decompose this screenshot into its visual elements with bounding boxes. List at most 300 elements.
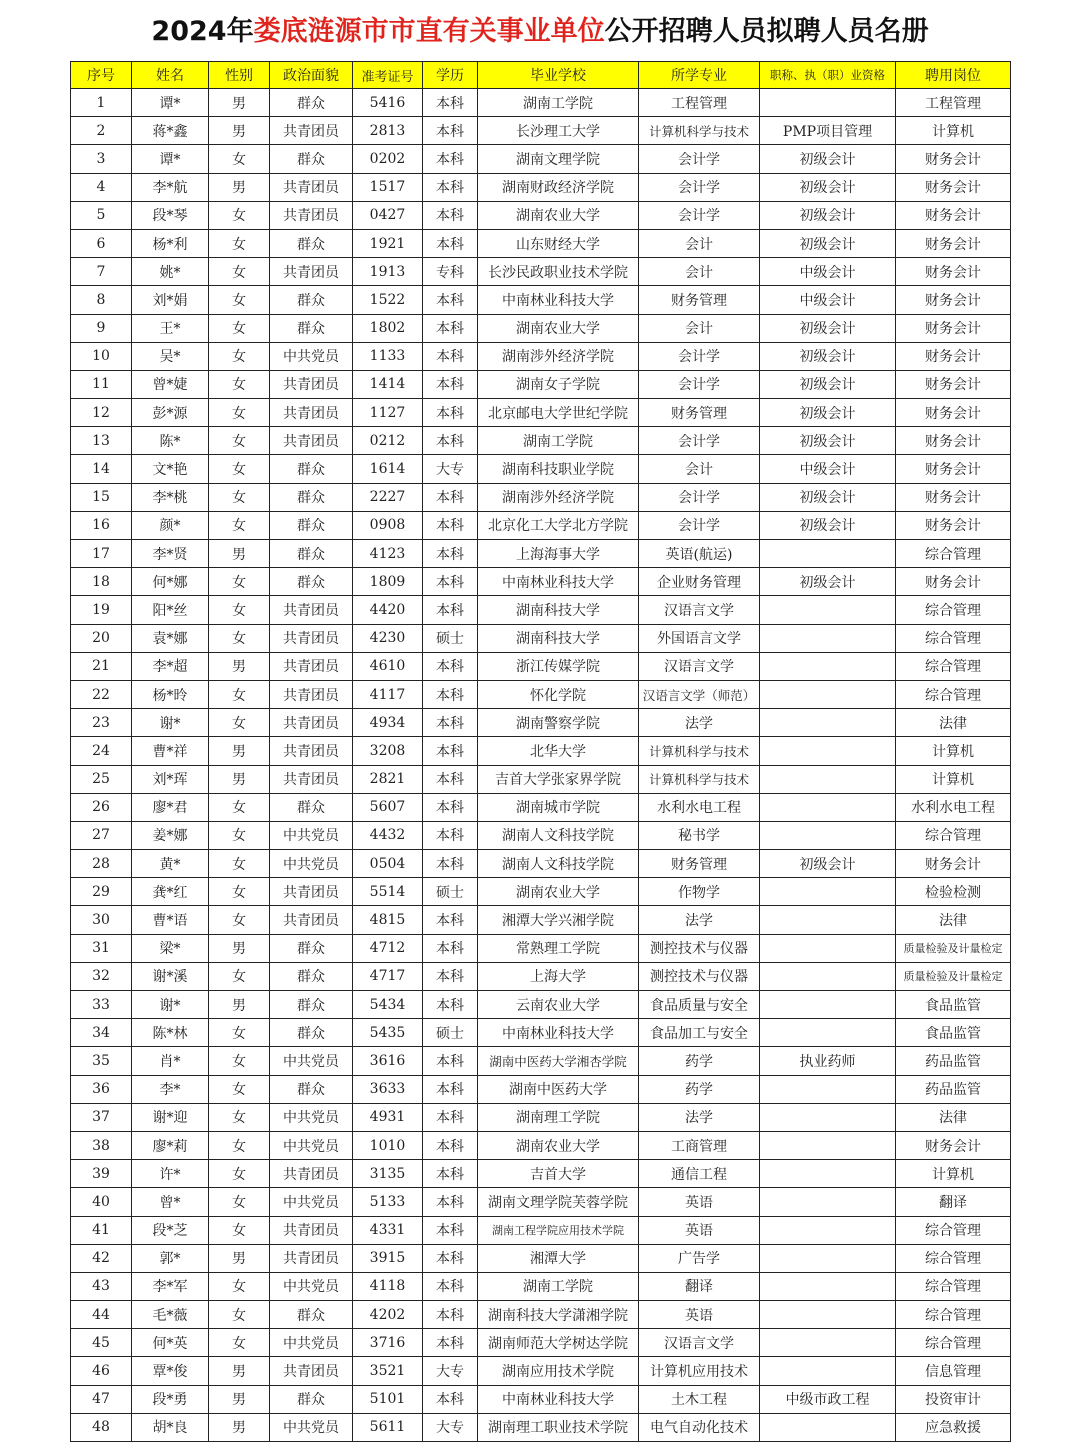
- cell-education: 本科: [423, 1301, 478, 1329]
- cell-education: 本科: [423, 427, 478, 455]
- cell-qualification: 初级会计: [760, 427, 896, 455]
- cell-school: 吉首大学张家界学院: [478, 765, 639, 793]
- cell-exam-id: 1809: [353, 568, 423, 596]
- cell-school: 上海大学: [478, 962, 639, 990]
- cell-index: 46: [71, 1357, 132, 1385]
- cell-name: 谢*: [132, 991, 209, 1019]
- cell-major: 计算机科学与技术: [639, 765, 760, 793]
- cell-qualification: 执业药师: [760, 1047, 896, 1075]
- cell-major: 会计学: [639, 511, 760, 539]
- cell-major: 英语: [639, 1301, 760, 1329]
- cell-name: 谢*溪: [132, 962, 209, 990]
- cell-gender: 男: [209, 737, 270, 765]
- cell-major: 汉语言文学: [639, 652, 760, 680]
- cell-name: 李*桃: [132, 483, 209, 511]
- cell-school: 湖南农业大学: [478, 878, 639, 906]
- cell-education: 本科: [423, 765, 478, 793]
- cell-gender: 男: [209, 1244, 270, 1272]
- cell-political: 共青团员: [270, 624, 353, 652]
- cell-position: 食品监管: [896, 991, 1011, 1019]
- cell-index: 9: [71, 314, 132, 342]
- cell-gender: 女: [209, 1160, 270, 1188]
- cell-gender: 男: [209, 934, 270, 962]
- table-row: [71, 793, 1011, 821]
- cell-exam-id: 1913: [353, 258, 423, 286]
- cell-school: 中南林业科技大学: [478, 1385, 639, 1413]
- cell-index: 24: [71, 737, 132, 765]
- roster-sheet: [70, 0, 1010, 1439]
- cell-exam-id: 4123: [353, 540, 423, 568]
- cell-political: 中共党员: [270, 342, 353, 370]
- cell-education: 专科: [423, 258, 478, 286]
- table-row: [71, 1131, 1011, 1159]
- cell-qualification: [760, 962, 896, 990]
- cell-gender: 女: [209, 850, 270, 878]
- cell-exam-id: 5416: [353, 89, 423, 117]
- table-row: [71, 342, 1011, 370]
- cell-education: 本科: [423, 821, 478, 849]
- cell-name: 龚*红: [132, 878, 209, 906]
- cell-qualification: 初级会计: [760, 229, 896, 257]
- table-row: [71, 399, 1011, 427]
- cell-position: 法律: [896, 709, 1011, 737]
- cell-exam-id: 5133: [353, 1188, 423, 1216]
- cell-position: 法律: [896, 1103, 1011, 1131]
- cell-political: 中共党员: [270, 1329, 353, 1357]
- cell-education: 大专: [423, 455, 478, 483]
- cell-education: 本科: [423, 1188, 478, 1216]
- cell-exam-id: 4717: [353, 962, 423, 990]
- cell-gender: 女: [209, 399, 270, 427]
- cell-education: 本科: [423, 1075, 478, 1103]
- cell-position: 综合管理: [896, 540, 1011, 568]
- cell-gender: 女: [209, 568, 270, 596]
- cell-gender: 女: [209, 258, 270, 286]
- table-row: [71, 850, 1011, 878]
- cell-name: 文*艳: [132, 455, 209, 483]
- cell-name: 许*: [132, 1160, 209, 1188]
- cell-index: 29: [71, 878, 132, 906]
- cell-position: 综合管理: [896, 1216, 1011, 1244]
- col-header-political: 政治面貌: [270, 62, 353, 89]
- cell-political: 共青团员: [270, 201, 353, 229]
- cell-exam-id: 3915: [353, 1244, 423, 1272]
- cell-education: 本科: [423, 201, 478, 229]
- cell-education: 本科: [423, 399, 478, 427]
- cell-qualification: [760, 1019, 896, 1047]
- cell-exam-id: 4432: [353, 821, 423, 849]
- cell-major: 财务管理: [639, 850, 760, 878]
- cell-name: 段*勇: [132, 1385, 209, 1413]
- table-row: [71, 1244, 1011, 1272]
- cell-qualification: 中级会计: [760, 455, 896, 483]
- cell-major: 计算机科学与技术: [639, 737, 760, 765]
- cell-school: 怀化学院: [478, 680, 639, 708]
- cell-exam-id: 4202: [353, 1301, 423, 1329]
- cell-education: 本科: [423, 709, 478, 737]
- cell-qualification: [760, 540, 896, 568]
- cell-index: 26: [71, 793, 132, 821]
- cell-position: 财务会计: [896, 286, 1011, 314]
- cell-school: 湖南工学院: [478, 89, 639, 117]
- cell-position: 食品监管: [896, 1019, 1011, 1047]
- cell-education: 硕士: [423, 878, 478, 906]
- cell-index: 21: [71, 652, 132, 680]
- cell-school: 中南林业科技大学: [478, 286, 639, 314]
- cell-name: 彭*源: [132, 399, 209, 427]
- cell-major: 作物学: [639, 878, 760, 906]
- cell-school: 湖南应用技术学院: [478, 1357, 639, 1385]
- cell-qualification: [760, 596, 896, 624]
- cell-name: 曹*祥: [132, 737, 209, 765]
- table-row: [71, 117, 1011, 145]
- cell-qualification: [760, 1301, 896, 1329]
- cell-political: 共青团员: [270, 878, 353, 906]
- cell-school: 山东财经大学: [478, 229, 639, 257]
- cell-exam-id: 4230: [353, 624, 423, 652]
- cell-major: 财务管理: [639, 286, 760, 314]
- table-row: [71, 596, 1011, 624]
- cell-education: 本科: [423, 850, 478, 878]
- title-suffix: 公开招聘人员拟聘人员名册: [604, 16, 929, 47]
- cell-major: 汉语言文学: [639, 596, 760, 624]
- cell-exam-id: 1921: [353, 229, 423, 257]
- cell-major: 会计学: [639, 483, 760, 511]
- cell-exam-id: 0427: [353, 201, 423, 229]
- cell-qualification: [760, 1272, 896, 1300]
- cell-school: 湖南农业大学: [478, 314, 639, 342]
- cell-school: 长沙民政职业技术学院: [478, 258, 639, 286]
- cell-exam-id: 0212: [353, 427, 423, 455]
- cell-major: 会计学: [639, 427, 760, 455]
- cell-political: 群众: [270, 1075, 353, 1103]
- cell-education: 本科: [423, 286, 478, 314]
- cell-major: 财务管理: [639, 399, 760, 427]
- cell-political: 群众: [270, 793, 353, 821]
- cell-school: 北京化工大学北方学院: [478, 511, 639, 539]
- cell-index: 28: [71, 850, 132, 878]
- table-row: [71, 1385, 1011, 1413]
- table-row: [71, 821, 1011, 849]
- cell-index: 25: [71, 765, 132, 793]
- cell-major: 工商管理: [639, 1131, 760, 1159]
- cell-name: 陈*: [132, 427, 209, 455]
- cell-name: 段*琴: [132, 201, 209, 229]
- cell-gender: 女: [209, 1019, 270, 1047]
- cell-exam-id: 0504: [353, 850, 423, 878]
- cell-index: 31: [71, 934, 132, 962]
- cell-political: 共青团员: [270, 596, 353, 624]
- cell-name: 谢*: [132, 709, 209, 737]
- cell-exam-id: 4118: [353, 1272, 423, 1300]
- cell-position: 财务会计: [896, 568, 1011, 596]
- cell-gender: 男: [209, 540, 270, 568]
- cell-education: 本科: [423, 511, 478, 539]
- cell-name: 肖*: [132, 1047, 209, 1075]
- col-header-index: 序号: [71, 62, 132, 89]
- col-header-name: 姓名: [132, 62, 209, 89]
- table-row: [71, 173, 1011, 201]
- table-row: [71, 737, 1011, 765]
- cell-gender: 女: [209, 1131, 270, 1159]
- cell-exam-id: 1517: [353, 173, 423, 201]
- cell-political: 群众: [270, 962, 353, 990]
- cell-position: 水利水电工程: [896, 793, 1011, 821]
- cell-position: 计算机: [896, 765, 1011, 793]
- cell-qualification: 初级会计: [760, 370, 896, 398]
- cell-political: 中共党员: [270, 821, 353, 849]
- cell-exam-id: 1127: [353, 399, 423, 427]
- cell-exam-id: 3616: [353, 1047, 423, 1075]
- cell-major: 药学: [639, 1075, 760, 1103]
- table-row: [71, 878, 1011, 906]
- cell-index: 12: [71, 399, 132, 427]
- cell-education: 本科: [423, 229, 478, 257]
- cell-name: 姜*娜: [132, 821, 209, 849]
- table-body: [71, 89, 1011, 1442]
- cell-index: 45: [71, 1329, 132, 1357]
- cell-qualification: PMP项目管理: [760, 117, 896, 145]
- cell-major: 法学: [639, 906, 760, 934]
- cell-qualification: [760, 624, 896, 652]
- cell-gender: 女: [209, 229, 270, 257]
- cell-position: 检验检测: [896, 878, 1011, 906]
- cell-qualification: [760, 991, 896, 1019]
- cell-position: 综合管理: [896, 680, 1011, 708]
- cell-education: 本科: [423, 1329, 478, 1357]
- cell-major: 汉语言文学: [639, 1329, 760, 1357]
- cell-position: 财务会计: [896, 370, 1011, 398]
- col-header-qualification: 职称、执（职）业资格: [760, 62, 896, 89]
- cell-index: 32: [71, 962, 132, 990]
- cell-position: 财务会计: [896, 314, 1011, 342]
- cell-political: 共青团员: [270, 1357, 353, 1385]
- table-header-row: [71, 62, 1011, 89]
- cell-index: 18: [71, 568, 132, 596]
- cell-name: 胡*良: [132, 1413, 209, 1441]
- roster-table: [70, 61, 1011, 1442]
- cell-major: 企业财务管理: [639, 568, 760, 596]
- cell-index: 14: [71, 455, 132, 483]
- cell-gender: 女: [209, 427, 270, 455]
- cell-major: 会计学: [639, 342, 760, 370]
- cell-gender: 女: [209, 821, 270, 849]
- cell-position: 工程管理: [896, 89, 1011, 117]
- cell-political: 群众: [270, 568, 353, 596]
- cell-school: 云南农业大学: [478, 991, 639, 1019]
- cell-school: 湖南涉外经济学院: [478, 342, 639, 370]
- cell-education: 本科: [423, 1385, 478, 1413]
- cell-school: 上海海事大学: [478, 540, 639, 568]
- cell-qualification: [760, 680, 896, 708]
- cell-gender: 女: [209, 455, 270, 483]
- cell-qualification: [760, 1131, 896, 1159]
- cell-position: 财务会计: [896, 511, 1011, 539]
- cell-exam-id: 4931: [353, 1103, 423, 1131]
- cell-political: 共青团员: [270, 173, 353, 201]
- cell-position: 药品监管: [896, 1075, 1011, 1103]
- cell-education: 本科: [423, 145, 478, 173]
- cell-exam-id: 5611: [353, 1413, 423, 1441]
- cell-name: 袁*娜: [132, 624, 209, 652]
- cell-exam-id: 3208: [353, 737, 423, 765]
- cell-school: 北华大学: [478, 737, 639, 765]
- cell-position: 投资审计: [896, 1385, 1011, 1413]
- table-row: [71, 1075, 1011, 1103]
- cell-name: 阳*丝: [132, 596, 209, 624]
- table-row: [71, 370, 1011, 398]
- cell-political: 群众: [270, 934, 353, 962]
- cell-school: 长沙理工大学: [478, 117, 639, 145]
- cell-exam-id: 1802: [353, 314, 423, 342]
- cell-position: 综合管理: [896, 821, 1011, 849]
- table-row: [71, 934, 1011, 962]
- cell-position: 翻译: [896, 1188, 1011, 1216]
- cell-political: 群众: [270, 229, 353, 257]
- cell-major: 通信工程: [639, 1160, 760, 1188]
- cell-index: 20: [71, 624, 132, 652]
- cell-political: 群众: [270, 540, 353, 568]
- cell-position: 信息管理: [896, 1357, 1011, 1385]
- cell-school: 湖南文理学院芙蓉学院: [478, 1188, 639, 1216]
- cell-political: 中共党员: [270, 1188, 353, 1216]
- cell-index: 35: [71, 1047, 132, 1075]
- cell-index: 44: [71, 1301, 132, 1329]
- cell-education: 本科: [423, 1160, 478, 1188]
- cell-position: 法律: [896, 906, 1011, 934]
- cell-major: 土木工程: [639, 1385, 760, 1413]
- cell-gender: 女: [209, 1188, 270, 1216]
- cell-position: 综合管理: [896, 652, 1011, 680]
- cell-name: 李*军: [132, 1272, 209, 1300]
- cell-political: 共青团员: [270, 680, 353, 708]
- cell-qualification: [760, 1188, 896, 1216]
- cell-political: 群众: [270, 1385, 353, 1413]
- cell-position: 综合管理: [896, 1244, 1011, 1272]
- cell-political: 群众: [270, 89, 353, 117]
- cell-school: 湖南科技大学: [478, 596, 639, 624]
- cell-name: 曾*婕: [132, 370, 209, 398]
- cell-school: 湖南师范大学树达学院: [478, 1329, 639, 1357]
- cell-school: 湖南科技大学: [478, 624, 639, 652]
- table-row: [71, 201, 1011, 229]
- cell-qualification: 中级会计: [760, 258, 896, 286]
- cell-position: 计算机: [896, 117, 1011, 145]
- cell-position: 质量检验及计量检定: [896, 962, 1011, 990]
- cell-index: 5: [71, 201, 132, 229]
- cell-index: 38: [71, 1131, 132, 1159]
- cell-political: 中共党员: [270, 1413, 353, 1441]
- cell-index: 16: [71, 511, 132, 539]
- cell-qualification: [760, 709, 896, 737]
- cell-gender: 女: [209, 596, 270, 624]
- cell-education: 本科: [423, 314, 478, 342]
- cell-position: 财务会计: [896, 850, 1011, 878]
- cell-political: 共青团员: [270, 1244, 353, 1272]
- cell-qualification: [760, 906, 896, 934]
- cell-position: 计算机: [896, 1160, 1011, 1188]
- cell-exam-id: 1522: [353, 286, 423, 314]
- cell-index: 42: [71, 1244, 132, 1272]
- cell-education: 本科: [423, 934, 478, 962]
- cell-major: 会计学: [639, 173, 760, 201]
- cell-school: 吉首大学: [478, 1160, 639, 1188]
- col-header-major: 所学专业: [639, 62, 760, 89]
- cell-political: 共青团员: [270, 652, 353, 680]
- cell-index: 13: [71, 427, 132, 455]
- table-row: [71, 1272, 1011, 1300]
- title-year: 2024年: [151, 16, 254, 47]
- table-row: [71, 1216, 1011, 1244]
- cell-gender: 女: [209, 314, 270, 342]
- cell-qualification: 初级会计: [760, 399, 896, 427]
- cell-name: 刘*珲: [132, 765, 209, 793]
- cell-index: 27: [71, 821, 132, 849]
- cell-major: 英语: [639, 1188, 760, 1216]
- cell-name: 廖*君: [132, 793, 209, 821]
- cell-index: 33: [71, 991, 132, 1019]
- cell-exam-id: 4934: [353, 709, 423, 737]
- cell-gender: 女: [209, 1103, 270, 1131]
- cell-political: 中共党员: [270, 1131, 353, 1159]
- cell-exam-id: 1614: [353, 455, 423, 483]
- cell-political: 群众: [270, 286, 353, 314]
- table-row: [71, 991, 1011, 1019]
- cell-school: 湖南文理学院: [478, 145, 639, 173]
- cell-qualification: [760, 765, 896, 793]
- cell-education: 本科: [423, 962, 478, 990]
- cell-qualification: [760, 878, 896, 906]
- cell-exam-id: 0202: [353, 145, 423, 173]
- cell-education: 本科: [423, 117, 478, 145]
- cell-school: 湖南工程学院应用技术学院: [478, 1216, 639, 1244]
- cell-gender: 女: [209, 709, 270, 737]
- cell-political: 群众: [270, 145, 353, 173]
- cell-name: 覃*俊: [132, 1357, 209, 1385]
- cell-position: 财务会计: [896, 258, 1011, 286]
- cell-name: 杨*昤: [132, 680, 209, 708]
- cell-index: 34: [71, 1019, 132, 1047]
- cell-political: 共青团员: [270, 370, 353, 398]
- cell-qualification: 初级会计: [760, 342, 896, 370]
- title-highlight: 娄底涟源市市直有关事业单位: [253, 16, 605, 47]
- cell-exam-id: 3633: [353, 1075, 423, 1103]
- cell-political: 中共党员: [270, 1047, 353, 1075]
- cell-education: 本科: [423, 793, 478, 821]
- cell-qualification: 初级会计: [760, 173, 896, 201]
- cell-position: 财务会计: [896, 455, 1011, 483]
- cell-position: 综合管理: [896, 624, 1011, 652]
- cell-name: 何*娜: [132, 568, 209, 596]
- cell-position: 财务会计: [896, 201, 1011, 229]
- cell-political: 群众: [270, 455, 353, 483]
- cell-education: 本科: [423, 89, 478, 117]
- cell-index: 7: [71, 258, 132, 286]
- cell-name: 刘*娟: [132, 286, 209, 314]
- cell-school: 湖南警察学院: [478, 709, 639, 737]
- cell-major: 食品加工与安全: [639, 1019, 760, 1047]
- cell-index: 39: [71, 1160, 132, 1188]
- cell-school: 湖南科技职业学院: [478, 455, 639, 483]
- cell-education: 本科: [423, 680, 478, 708]
- cell-gender: 男: [209, 89, 270, 117]
- cell-major: 药学: [639, 1047, 760, 1075]
- cell-major: 会计学: [639, 145, 760, 173]
- cell-gender: 女: [209, 1301, 270, 1329]
- cell-position: 综合管理: [896, 1301, 1011, 1329]
- cell-gender: 女: [209, 1329, 270, 1357]
- cell-qualification: [760, 821, 896, 849]
